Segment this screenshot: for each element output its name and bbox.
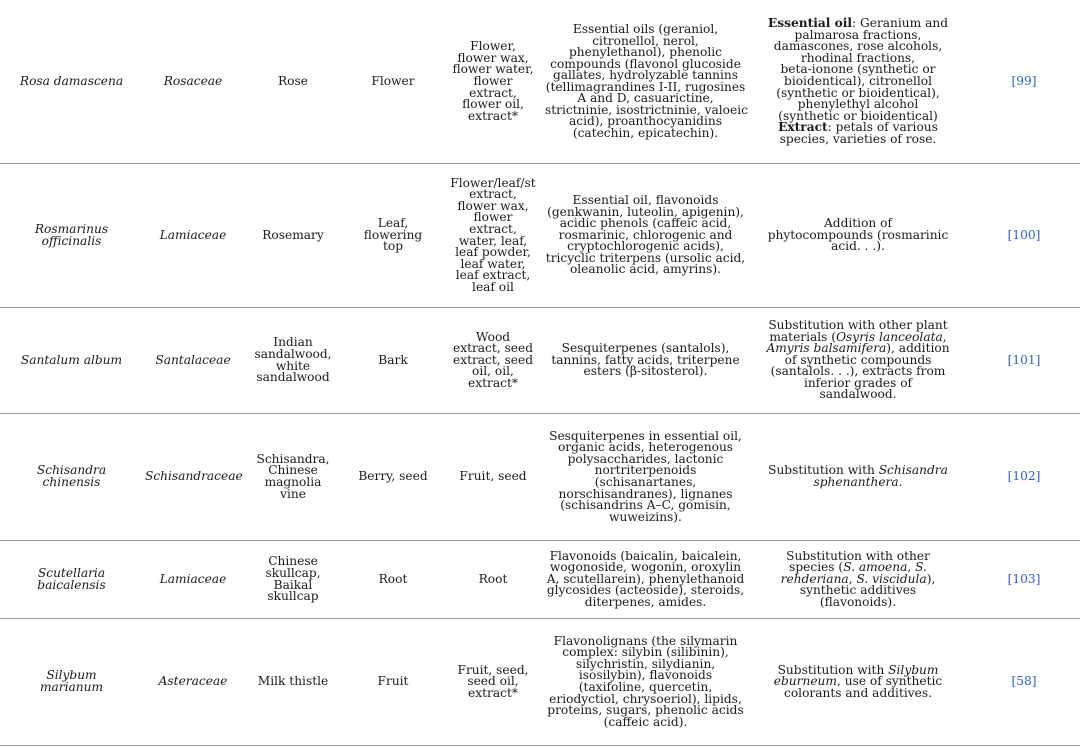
adulteration-cell (748, 0, 968, 163)
text-run: Silybum (888, 662, 939, 677)
cell-line: flowering (363, 227, 423, 242)
cell-line: complex: silybin (silibinin), (562, 645, 729, 660)
cell-line (750, 131, 966, 146)
text-run: . (898, 475, 903, 489)
reference-link[interactable]: [103] (968, 540, 1080, 618)
text-run: rhodinal fractions, (800, 50, 916, 65)
cell-line (750, 685, 966, 700)
cell-line: Berry, seed (358, 469, 428, 484)
cell-line: acidic phenols (caffeic acid, (559, 216, 732, 231)
cell-line: tannins, fatty acids, triterpene (551, 352, 740, 367)
text-run: Addition of (823, 216, 892, 231)
cell-line: Fruit, seed (459, 469, 527, 484)
cell-line: phenylethanol), phenolic (569, 45, 722, 60)
cell-line: extract, (469, 221, 517, 236)
text-run: eburneum (773, 674, 837, 689)
cell-line: Flavonoids (baicalin, baicalein, (549, 548, 742, 563)
cell-line: Root (378, 571, 408, 586)
products-cell (443, 307, 543, 413)
text-run: (santalols. . .), extracts from (770, 364, 946, 379)
constituents-cell (543, 540, 748, 618)
adulteration-cell (748, 307, 968, 413)
reference-link[interactable]: [58] (968, 618, 1080, 745)
cell-line: flower oil, (462, 97, 524, 112)
cell-line: extract* (468, 108, 518, 123)
cell-line: leaf oil (472, 279, 514, 294)
text-run: : Geranium and (852, 16, 948, 31)
constituents-cell (543, 618, 748, 745)
cell-line: isosilybin), flavonoids (578, 668, 713, 683)
table-row (0, 540, 1080, 618)
cell-line: extract* (468, 685, 518, 700)
cell-line: Chinese (268, 554, 318, 569)
species-cell (0, 540, 143, 618)
species-cell (0, 307, 143, 413)
text-run: synthetic additives (799, 583, 917, 598)
products-cell (443, 413, 543, 540)
text-run: of synthetic compounds (784, 352, 932, 367)
text-run: Schisandra (878, 463, 948, 478)
text-run: damascones, rose alcohols, (773, 39, 943, 54)
cell-line: (catechin, epicatechin). (572, 125, 719, 140)
cell-line: (schisandrins A–C, gomisin, (560, 498, 731, 513)
family-cell: Santalaceae (143, 307, 243, 413)
text-run: (synthetic or bioidentical), (776, 85, 940, 100)
cell-line: leaf water, (460, 256, 526, 271)
cell-line: strictninie, isostrictninie, valoeic (545, 102, 748, 117)
cell-line: A and D, casuarictine, (577, 91, 714, 106)
cell-line (750, 477, 966, 489)
cell-line: cryptochlorogenic acids), (567, 239, 724, 254)
cell-line: norschisandranes), lignanes (558, 486, 733, 501)
cell-line: seed oil, (467, 674, 519, 689)
cell-line: Essential oils (geraniol, (572, 22, 719, 37)
cell-line: Scutellaria (37, 565, 106, 580)
text-run: Substitution with other (786, 548, 930, 563)
cell-line: extract, (469, 187, 517, 202)
text-run: phenylethyl alcohol (797, 97, 919, 112)
cell-line: citronellol, nerol, (592, 33, 699, 48)
cell-line: Leaf, (377, 216, 409, 231)
cell-line: (taxifoline, quercetin, (578, 680, 713, 694)
text-run: Substitution with other plant (768, 318, 948, 333)
plant-part-cell (343, 540, 443, 618)
family-cell: Schisandraceae (143, 413, 243, 540)
text-run: species ( (789, 560, 844, 575)
cell-line: Wood (475, 329, 511, 344)
products-cell (443, 0, 543, 163)
adulteration-cell (748, 163, 968, 307)
text-run: rehderiana (780, 571, 849, 586)
cell-line: water, leaf, (458, 233, 528, 248)
text-run: sandalwood. (819, 387, 897, 402)
text-run: species, varieties of rose. (779, 131, 937, 146)
text-run: phytocompounds (rosmarinic (767, 227, 949, 242)
text-run: inferior grades of (803, 375, 913, 390)
text-run: (synthetic or bioidentical) (778, 108, 938, 123)
table-row (0, 0, 1080, 163)
cell-line: top (382, 239, 404, 254)
cell-line: sandalwood, (254, 346, 332, 361)
cell-line: Flower (371, 73, 415, 88)
text-run: sphenanthera (813, 475, 899, 489)
cell-line: Baikal (273, 577, 313, 592)
family-cell: Lamiaceae (143, 540, 243, 618)
cell-line: Sesquiterpenes (santalols), (561, 341, 730, 356)
cell-line: compounds (flavonol glucoside (550, 56, 741, 71)
cell-line: Fruit (377, 674, 409, 689)
cell-line: baicalensis (37, 577, 106, 592)
species-cell (0, 618, 143, 745)
cell-line: Flower, (470, 39, 516, 54)
cell-line: flower wax, (457, 198, 529, 213)
species-cell (0, 163, 143, 307)
cell-line: Silybum (46, 668, 97, 683)
cell-line: diterpenes, amides. (584, 594, 707, 609)
cell-line: (schisanartanes, (594, 475, 697, 489)
cell-line: (tellimagrandines I-II, rugosines (545, 79, 746, 94)
cell-line: polysaccharides, lactonic (567, 451, 724, 466)
text-run: Substitution with (768, 463, 879, 478)
text-run: Substitution with (777, 662, 889, 677)
constituents-cell (543, 0, 748, 163)
common-name-cell (243, 540, 343, 618)
cell-line: extract, seed (452, 341, 534, 356)
cell-line: Flower/leaf/st (450, 175, 536, 190)
plant-part-cell (343, 618, 443, 745)
text-run: S. amoena (843, 560, 908, 575)
cell-line: gallates, hydrolyzable tannins (552, 68, 739, 83)
adulteration-cell (748, 540, 968, 618)
table-row (0, 618, 1080, 745)
text-run: , (942, 329, 947, 344)
text-run: Amyris balsamifera (766, 341, 887, 356)
cell-line: Chinese (268, 463, 318, 478)
plant-part-cell (343, 163, 443, 307)
cell-line: Bark (378, 352, 408, 367)
cell-line: Milk thistle (257, 674, 329, 689)
cell-line: extract* (468, 375, 518, 390)
products-cell (443, 618, 543, 745)
cell-line: Flavonolignans (the silymarin (553, 633, 738, 648)
cell-line: organic acids, heterogenous (557, 440, 734, 455)
reference-link[interactable]: [100] (968, 163, 1080, 307)
cell-line: tricyclic triterpens (ursolic acid, (545, 250, 746, 265)
text-run: bioidentical), citronellol (784, 73, 932, 88)
text-run: palmarosa fractions, (794, 27, 922, 42)
cell-line: Rosa damascena (19, 73, 124, 88)
cell-line: wogonoside, wogonin, oroxylin (549, 560, 742, 575)
text-run: , use of synthetic (836, 674, 943, 689)
cell-line: extract, (469, 85, 517, 100)
cell-line: Rose (278, 73, 308, 88)
text-run: : petals of various (827, 120, 938, 135)
species-cell (0, 413, 143, 540)
text-run: ), (926, 571, 936, 586)
cell-line: flower wax, (457, 50, 529, 65)
text-run: S. (915, 560, 927, 575)
cell-line: Schisandra (36, 463, 107, 478)
text-run: beta-ionone (synthetic or (780, 62, 936, 77)
cell-line: marianum (39, 680, 104, 694)
text-run: materials ( (769, 329, 837, 344)
cell-line: Rosmarinus (34, 221, 109, 236)
cell-line: Essential oil, flavonoids (572, 193, 719, 208)
cell-line: Schisandra, (256, 451, 330, 466)
cell-line: silychristin, silydianin, (575, 656, 716, 671)
cell-line: flower (473, 73, 513, 88)
products-cell (443, 540, 543, 618)
cell-line: chinensis (42, 475, 101, 489)
cell-line: flower (473, 210, 513, 225)
cell-line: white (275, 358, 311, 373)
cell-line: rosmarinic, chlorogenic and (558, 227, 733, 242)
table-row (0, 307, 1080, 413)
cell-line: magnolia (264, 475, 322, 489)
cell-line: leaf extract, (455, 268, 531, 283)
plant-part-cell (343, 307, 443, 413)
cell-line: vine (280, 486, 306, 501)
cell-line (750, 241, 966, 253)
constituents-cell (543, 163, 748, 307)
reference-link[interactable]: [101] (968, 307, 1080, 413)
cell-line (750, 389, 966, 401)
family-cell: Lamiaceae (143, 163, 243, 307)
text-run: , (907, 560, 916, 575)
plant-part-cell (343, 0, 443, 163)
cell-line: Santalum album (20, 352, 123, 367)
family-cell: Asteraceae (143, 618, 243, 745)
common-name-cell (243, 413, 343, 540)
common-name-cell (243, 0, 343, 163)
text-run: acid. . .). (831, 239, 885, 254)
products-cell (443, 163, 543, 307)
cell-line: oleanolic acid, amyrins). (569, 262, 722, 277)
adulteration-cell (748, 618, 968, 745)
cell-line: nortriterpenoids (594, 463, 697, 478)
cell-line: glycosides (acteoside), steroids, (546, 583, 745, 598)
cell-line: oil, oil, (472, 364, 514, 379)
cell-line: Sesquiterpenes in essential oil, (549, 428, 742, 443)
table-row (0, 413, 1080, 540)
text-run: Essential oil (767, 16, 853, 31)
text-run: , (848, 571, 857, 586)
cell-line: skullcap (267, 589, 319, 604)
cell-line: proteins, sugars, phenolic acids (547, 703, 744, 718)
cell-line: Fruit, seed, (457, 662, 529, 677)
common-name-cell (243, 618, 343, 745)
text-run: colorants and additives. (784, 685, 932, 700)
text-run: ), addition (886, 341, 950, 356)
constituents-cell (543, 413, 748, 540)
cell-line: (genkwanin, luteolin, apigenin), (547, 204, 744, 219)
reference-link[interactable]: [99] (968, 0, 1080, 163)
cell-line: officinalis (41, 233, 102, 248)
cell-line: extract, seed (452, 352, 534, 367)
cell-line: Rosemary (262, 227, 324, 242)
text-run: Osyris lanceolata (836, 329, 943, 344)
cell-line: acid), proanthocyanidins (569, 114, 722, 129)
text-run: Extract (778, 120, 828, 135)
text-run: (flavonoids). (819, 594, 897, 609)
family-cell: Rosaceae (143, 0, 243, 163)
cell-line: leaf powder, (455, 245, 531, 260)
text-run: S. viscidula (856, 571, 927, 586)
cell-line: flower water, (452, 62, 534, 77)
cell-line: Root (478, 571, 508, 586)
common-name-cell (243, 163, 343, 307)
constituents-cell (543, 307, 748, 413)
table-row (0, 163, 1080, 307)
cell-line: (caffeic acid). (603, 714, 688, 729)
cell-line: eriodyctiol, chrysoeriol), lipids, (549, 691, 742, 706)
common-name-cell (243, 307, 343, 413)
cell-line: esters (β-sitosterol). (583, 364, 708, 379)
adulteration-cell (748, 413, 968, 540)
cell-line: sandalwood (256, 370, 330, 385)
reference-link[interactable]: [102] (968, 413, 1080, 540)
cell-line: A, scutellarein), phenylethanoid (546, 571, 745, 586)
cell-line: skullcap, (265, 565, 321, 580)
plant-part-cell (343, 413, 443, 540)
cell-line: wuweizins). (609, 509, 682, 524)
cell-line: Indian (273, 335, 313, 350)
cell-line (750, 594, 966, 609)
species-cell (0, 0, 143, 163)
